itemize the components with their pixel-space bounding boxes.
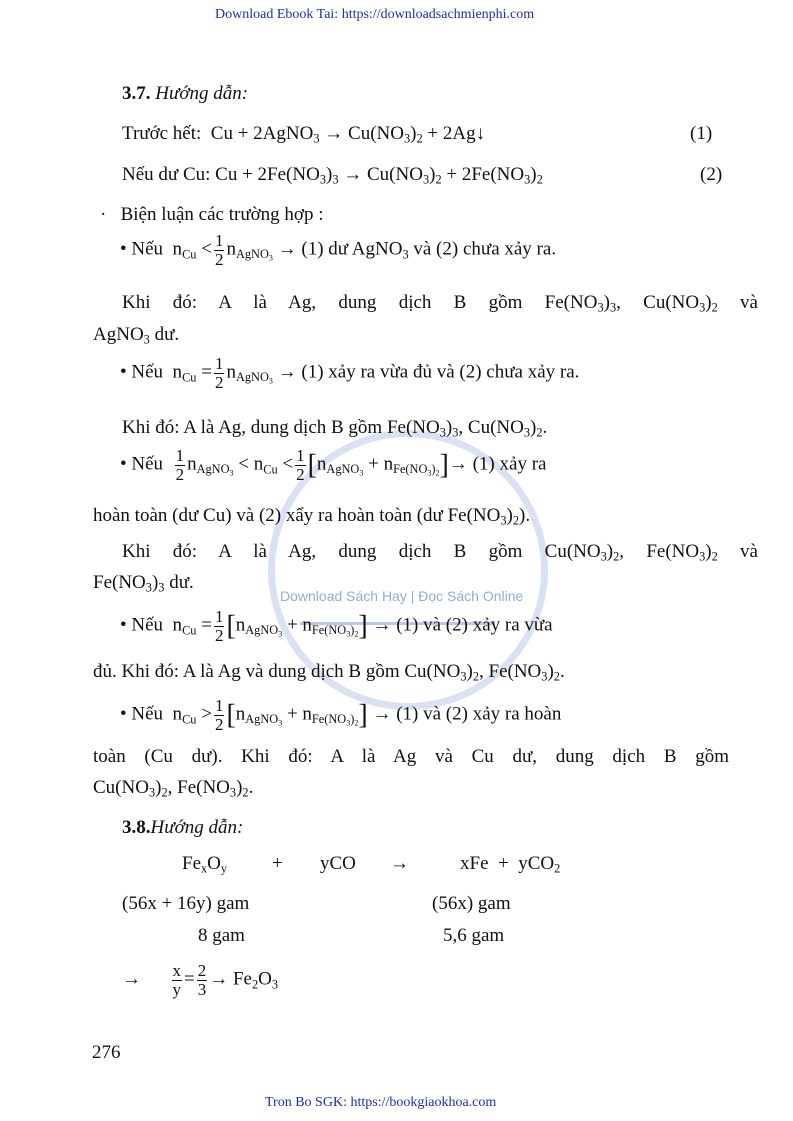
case-1: • Nếu $n_{Cu}$ < $\frac{1}{2}$ $n_{AgNO_3} \to (1)$ dư AgNO$_3$ và (2) chưa xảy ra. [120, 231, 557, 269]
equation-1: Trước hết: Cu + 2AgNO$_3$ → $Cu(NO_3)_2$ + 2Ag↓ [122, 123, 486, 146]
case-4-line2: đủ. Khi đó: A là Ag và dung dịch B gồm $Cu(NO_3)_2$, $Fe(NO_3)_2$. [93, 661, 565, 684]
case-3-result-line2: $Fe(NO_3)_3$ dư. [93, 572, 194, 595]
reaction-reactant: $Fe_xO_y$ [182, 853, 228, 876]
section-title: Hướng dẫn: [150, 817, 244, 838]
section-number: 3.8. [122, 817, 151, 838]
case-2: • Nếu $n_{Cu}$ = $\frac{1}{2}$ $n_{AgNO_3} \to (1)$ xảy ra vừa đủ và (2) chưa xảy ra. [120, 354, 580, 392]
page-number: 276 [92, 1042, 121, 1063]
equation-1-label: (1) [690, 123, 713, 144]
equation-2-label: (2) [700, 164, 723, 185]
case-4: • Nếu $n_{Cu}$ = $\frac{1}{2}$ $[n_{AgNO_3} + n_{Fe(NO_3)_2}] \to (1)$ và (2) xảy ra vừa [120, 607, 553, 645]
case-intro: · Biện luận các trường hợp : [100, 204, 324, 225]
equation-2: Nếu dư Cu: $Cu + 2Fe(NO_3)_3 \to Cu(NO_3)_2 + 2Fe(NO_3)_2$ [122, 164, 543, 187]
reaction-plus-1: + [272, 853, 283, 874]
case-5: • Nếu $n_{Cu}$ > $\frac{1}{2}$ $[n_{AgNO_3} + n_{Fe(NO_3)_2}] \to (1)$ và (2) xảy ra hoàn [120, 696, 562, 734]
page-footer: Tron Bo SGK: https://bookgiaokhoa.com [265, 1095, 497, 1110]
case-3-line2: hoàn toàn (dư Cu) và (2) xẩy ra hoàn toàn (dư $Fe(NO_3)_2$). [93, 505, 531, 528]
case-3: • Nếu $\frac{1}{2}$ $n_{AgNO_3} < n_{Cu}$ < $\frac{1}{2}$ $[n_{AgNO_3} + n_{Fe(NO_3)_2}]\to (1)$ xảy ra [120, 446, 547, 484]
section-3-7-title [122, 84, 248, 103]
reaction-product: xFe + yCO$_2$ [460, 853, 561, 876]
page-header: Download Ebook Tai: https://downloadsachmienphi.com [215, 7, 535, 22]
case-2-result: Khi đó: A là Ag, dung dịch B gồm $Fe(NO_3)_3$, $Cu(NO_3)_2$. [122, 417, 548, 440]
watermark-text: Download Sách Hay | Đọc Sách Online [280, 588, 524, 604]
mass-left: (56x + 16y) gam [122, 893, 250, 914]
case-1-result: Khi đó: A là Ag, dung dịch B gồm $Fe(NO_3)_3$, $Cu(NO_3)_2$ và [122, 292, 758, 315]
ratio-result: → $\frac{x}{y}$ = $\frac{2}{3}$ → $Fe_2O_3$ [122, 961, 279, 999]
case-5-line2: toàn (Cu dư). Khi đó: A là Ag và Cu dư, dung dịch B gồm [93, 746, 729, 767]
section-3-8-title [122, 818, 243, 837]
section-title: Hướng dẫn: [155, 83, 249, 104]
value-right: 5,6 gam [443, 925, 505, 946]
case-3-result: Khi đó: A là Ag, dung dịch B gồm $Cu(NO_3)_2$, $Fe(NO_3)_2$ và [122, 541, 758, 564]
reaction-arrow: → [390, 853, 409, 874]
case-5-line3: $Cu(NO_3)_2$, $Fe(NO_3)_2$. [93, 777, 254, 800]
mass-right: (56x) gam [432, 893, 511, 914]
case-1-result-line2: AgNO$_3$ dư. [93, 324, 180, 347]
value-left: 8 gam [198, 925, 245, 946]
reaction-co: yCO [320, 853, 356, 874]
section-number: 3.7. [122, 83, 151, 104]
